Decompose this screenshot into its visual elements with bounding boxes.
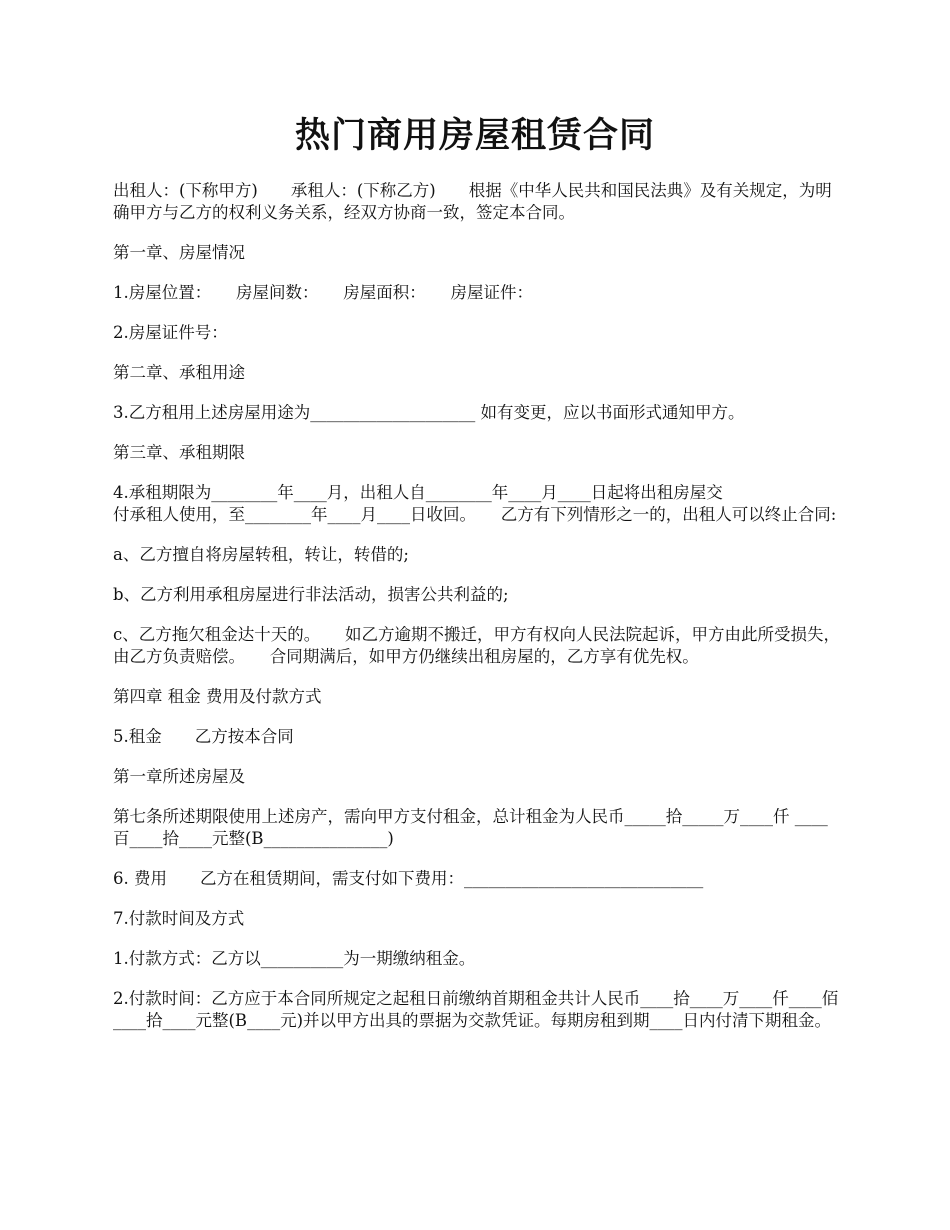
item-a: a、乙方擅自将房屋转租，转让，转借的;	[113, 545, 409, 564]
chapter-2-heading: 第二章、承租用途	[113, 363, 245, 382]
item-c: c、乙方拖欠租金达十天的。 如乙方逾期不搬迁，甲方有权向人民法院起诉，甲方由此所受损失，由乙方负责赔偿。 合同期满后，如甲方仍继续出租房屋的，乙方享有优先权。	[113, 625, 840, 666]
chapter-3-heading: 第三章、承租期限	[113, 443, 245, 462]
clause-4: 4.承租期限为________年____月，出租人自________年____月____日起将出租房屋交 付承租人使用，至________年____月____日收回。 乙方有下列情形之一的，出租人可以终止合同:	[113, 483, 837, 524]
clause-6: 6. 费用 乙方在租赁期间，需支付如下费用：_____________________________	[113, 869, 704, 888]
clause-5: 5.租金 乙方按本合同	[113, 727, 294, 746]
payment-time: 2.付款时间：乙方应于本合同所规定之起租日前缴纳首期租金共计人民币____拾____万____仟____佰____拾____元整(B____元)并以甲方出具的票据为交款凭证。每期房租到期____日内付清下期租金。	[113, 989, 839, 1030]
payment-method: 1.付款方式：乙方以__________为一期缴纳租金。	[113, 949, 476, 968]
clause-2: 2.房屋证件号：	[113, 323, 228, 342]
page-title: 热门商用房屋租赁合同	[294, 115, 655, 156]
intro-paragraph: 出租人：(下称甲方) 承租人：(下称乙方) 根据《中华人民共和国民法典》及有关规定，为明确甲方与乙方的权利义务关系，经双方协商一致，签定本合同。	[113, 181, 832, 222]
clause-1: 1.房屋位置： 房屋间数： 房屋面积： 房屋证件：	[113, 283, 533, 302]
rent-amount-paragraph: 第七条所述期限使用上述房产，需向甲方支付租金，总计租金为人民币_____拾_____万____仟 ____百____拾____元整(B_______________)	[113, 807, 828, 848]
item-b: b、乙方利用承租房屋进行非法活动，损害公共利益的;	[113, 585, 509, 604]
chapter-1-heading: 第一章、房屋情况	[113, 243, 245, 262]
clause-7: 7.付款时间及方式	[113, 909, 245, 928]
contract-body	[113, 180, 841, 1050]
chapter-4-heading: 第四章 租金 费用及付款方式	[113, 687, 322, 706]
clause-3: 3.乙方租用上述房屋用途为____________________ 如有变更，应以书面形式通知甲方。	[113, 403, 745, 422]
clause-5-continued: 第一章所述房屋及	[113, 767, 245, 786]
